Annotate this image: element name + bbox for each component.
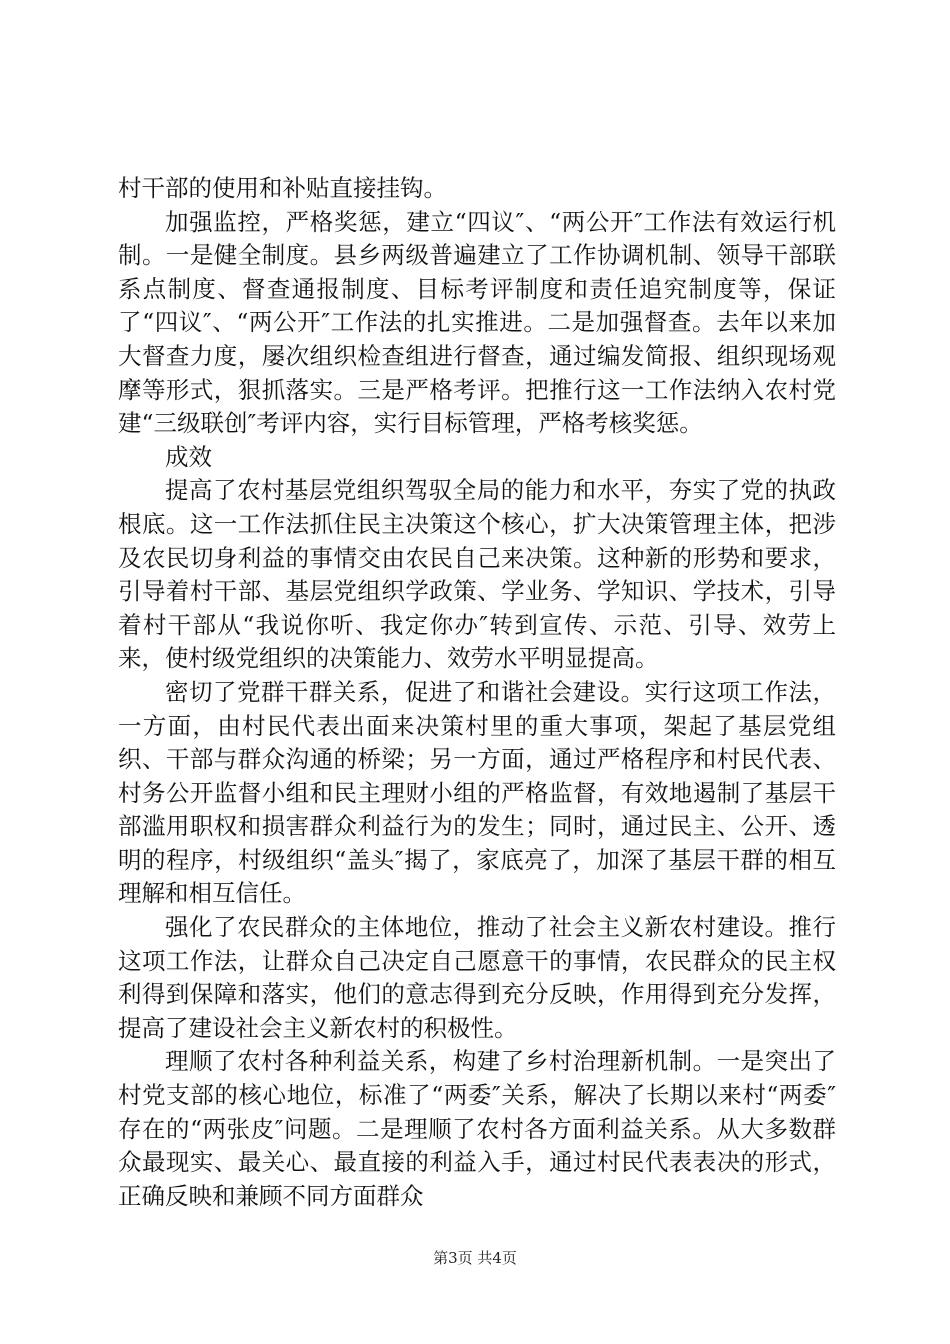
paragraph-leadership-ability: 提高了农村基层党组织驾驭全局的能力和水平，夯实了党的执政根底。这一工作法抓住民主决策这个核心，扩大决策管理主体，把涉及农民切身利益的事情交由农民自己来决策。这种新的形势和要求，引导着村干部、基层党组织学政策、学业务、学知识、学技术，引导着村干部从“我说你听、我定你办″转到宣传、示范、引导、效劳上来，使村级党组织的决策能力、效劳水平明显提高。	[118, 476, 836, 673]
document-body	[118, 172, 836, 1213]
section-heading-results: 成效	[165, 442, 212, 471]
page-number-footer: 第3页 共4页	[433, 1249, 517, 1267]
paragraph-farmer-role: 强化了农民群众的主体地位，推动了社会主义新农村建设。推行这项工作法，让群众自己决定自己愿意干的事情，农民群众的民主权利得到保障和落实，他们的意志得到充分反映，作用得到充分发挥，提高了建设社会主义新农村的积极性。	[118, 913, 836, 1042]
paragraph-supervision: 加强监控，严格奖惩，建立“四议″、“两公开″工作法有效运行机制。一是健全制度。县乡两级普遍建立了工作协调机制、领导干部联系点制度、督查通报制度、目标考评制度和责任追究制度等，保证了“四议″、“两公开″工作法的扎实推进。二是加强督查。去年以来加大督查力度，屡次组织检查组进行督查，通过编发简报、组织现场观摩等形式，狠抓落实。三是严格考评。把推行这一工作法纳入农村党建“三级联创″考评内容，实行目标管理，严格考核奖惩。	[118, 207, 836, 438]
paragraph-continuation: 村干部的使用和补贴直接挂钩。	[118, 174, 447, 202]
paragraph-interest-relations: 理顺了农村各种利益关系，构建了乡村治理新机制。一是突出了村党支部的核心地位，标准了“两委″关系，解决了长期以来村“两委″存在的“两张皮″问题。二是理顺了农村各方面利益关系。从大多数群众最现实、最关心、最直接的利益入手，通过村民代表表决的形式，正确反映和兼顾不同方面群众	[118, 1047, 836, 1210]
paragraph-party-mass-relations: 密切了党群干群关系，促进了和谐社会建设。实行这项工作法，一方面，由村民代表出面来决策村里的重大事项，架起了基层党组织、干部与群众沟通的桥梁；另一方面，通过严格程序和村民代表、村务公开监督小组和民主理财小组的严格监督，有效地遏制了基层干部滥用职权和损害群众利益行为的发生；同时，通过民主、公开、透明的程序，村级组织“盖头″揭了，家底亮了，加深了基层干群的相互理解和相互信任。	[118, 677, 836, 908]
